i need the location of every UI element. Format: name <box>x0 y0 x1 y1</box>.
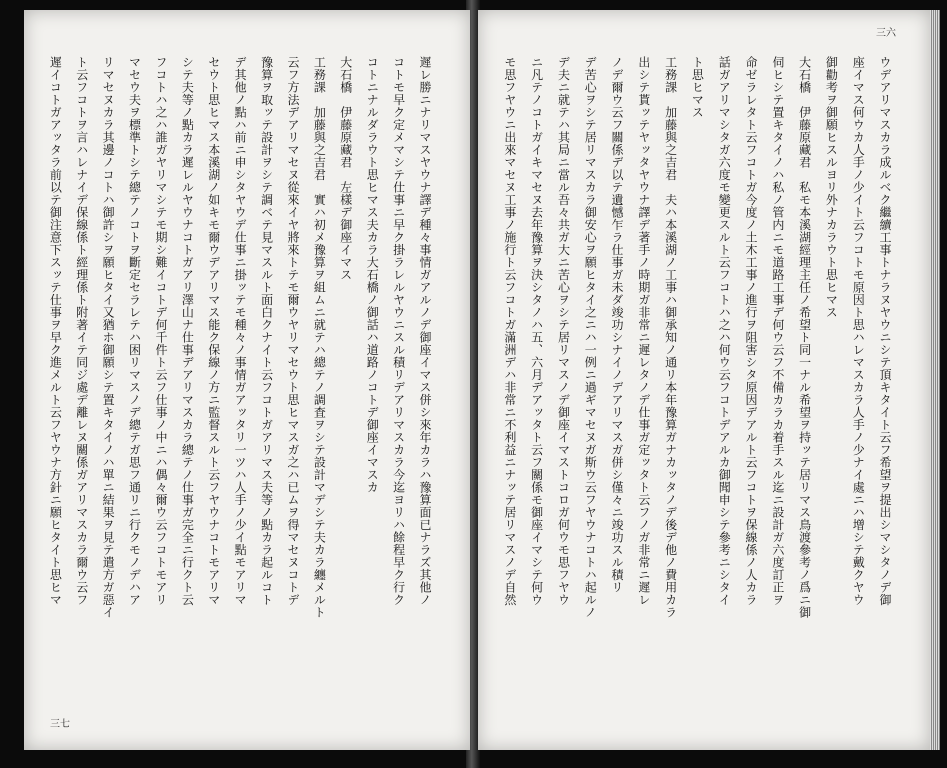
text-column: コトニナルダラウト思ヒマス夫カラ大石橋ノ御話ハ道路ノコトデ御座イマスカ <box>365 56 380 494</box>
text-column: 遲レ勝ニナリマスヤウナ譯デ種々事情ガアルノデ御座イマス併シ來年カラハ豫算面已ナラズ其他ノ <box>418 56 432 606</box>
text-column: モ思フヤウニ出來マセヌ工事ノ施行ト云フコトガ滿洲デハ非常ニ不利益ニナッテ居リマスノデ自然 <box>502 56 517 606</box>
text-column: 豫算ヲ取ッテ設計ヲシテ調ベテ見マスルト面白クナイト云フコトガアリマス夫等ノ點カラ起ルコト <box>259 56 274 606</box>
text-column: リマセヌカラ其邊ノコトハ御許シヲ願ヒタイ又猶ホ御願シテ置キタイノハ單ニ結果ヲ見テ遣方ガ惡イ <box>101 56 116 619</box>
text-column: シテ夫等ノ點カラ遲レルヤウナコトガアリ澤山ナ仕事デアリマスカラ總テノ仕事ガ完全ニ行クト云 <box>180 56 195 606</box>
text-column: 出シテ貰ッテヤッタヤウナ譯デ著手ノ時期ガ非常ニ遲レタノデ仕事ガ定ッタト云フノガ非常ニ遲レ <box>636 56 651 606</box>
text-column: 遲イコトガアッタラ前以テ御注意下スッテ仕事ヲ早ク進メルト云フヤウナ方針ニ願ヒタイト思ヒマ <box>48 56 63 606</box>
text-column: ト云フコトヲ言ハレナイデ保線係ト經理係ト附著イテ同ジ處デ離レヌ關係ガアリマスカラ爾ウ云フ <box>74 56 89 606</box>
text-column: マセウ夫ヲ標準トシテ總テノコトヲ斷定セラレテハ困リマスノデ總テガ思フ通リニ行クモノデハア <box>127 56 142 606</box>
page-number: 三七 <box>50 719 70 730</box>
page-number: 三六 <box>876 28 896 39</box>
text-column: フコトハ之ハ誰ガヤリマシテモ期シ難イコトデ何千件ト云フ仕事ノ中ニハ偶々爾ウ云フコトモアリ <box>153 56 168 606</box>
text-column: デ其他ノ點ハ前ニ申シタヤウデ仕事ニ掛ッテモ種々ノ事情ガアッタリ一ツハ人手ノ少イ點モアリマ <box>233 56 248 606</box>
text-column: ウデアリマスカラ成ルベク繼續工事トナラヌヤウニシテ頂キタイト云フ希望ヲ提出シマシタノデ御 <box>878 56 892 606</box>
text-column: 話ガアリマシタガ六度モ變更スルト云フコトハ之ハ何ウ云フコトデアルカ御聞申シテ參考ニシタイ <box>717 56 732 606</box>
left-page-text <box>44 56 440 694</box>
text-column: 大石橋 伊藤原藏君 左樣デ御座イマス <box>338 56 353 281</box>
text-column: ノデ爾ウ云フ關係デ以テ遺憾乍ラ仕事ガ未ダ竣功シナイノデアリマスガ併シ僅々ニ竣功スル積リ <box>610 56 625 594</box>
text-column: 命ゼラレタト云フコトガ今度ノ土木工事ノ進行ヲ阻害シタ原因デアルト云フコトヲ保線係ノ人カラ <box>744 56 759 606</box>
text-column: 伺ヒシテ置キタイノハ私ノ管内ニモ道路工事デ何ウ云フ不備カラカ着手スル迄ニ設計ガ六度訂正ヲ <box>770 56 785 606</box>
text-column: 御勸考ヲ御願ヒスルヨリ外ナカラウト思ヒマス <box>824 56 839 319</box>
text-column: デ苦心ヲシテ居リマスカラ御安心ヲ願ヒタイ之ニハ一例ニ過ギマセヌガ斯ウ云フヤウナコトハ起ルノ <box>583 56 598 619</box>
text-column: 座イマス何ウカ人手ノ少イト云フコトモ原因ト思ハレマスカラ人手ノ少ナイ處ニハ增シテ戴クヤウ <box>851 56 866 606</box>
text-column: 大石橋 伊藤原藏君 私モ本溪湖經理主任ノ希望ト同一ナル希望ヲ持ッテ居リマス鳥渡參考ノ爲ニ御 <box>797 56 812 619</box>
text-column: ニ凡テノコトガイキマセヌ去年豫算ヲ決シタノハ五、六月デアッタト云フ關係モ御座イマシテ何ウ <box>529 56 544 606</box>
text-column: デ夫ニ就テハ其局ニ當ル吾々共ガ大ニ苦心ヲシテ居リマスノデ御座イマストコロガ何ウモ思フヤウ <box>556 56 571 606</box>
text-column: 工務課 加藤與之吉君 夫ハ本溪湖ノ工事ハ御承知ノ通リ本年豫算ガナカッタノデ後デ他ノ費用カラ <box>663 56 678 619</box>
text-column: コトモ早ク定メマシテ仕事ニ早ク掛ラレルヤウニスル積リデアリマスカラ今迄ヨリハ餘程早ク行ク <box>391 56 406 606</box>
text-column: セウト思ヒマス本溪湖ノ如キモ爾ウデアリマス能ク保線ノ方ニ監督スルト云フヤウナコトモアリマ <box>206 56 221 606</box>
text-column: 工務課 加藤與之吉君 實ハ初メ豫算ヲ組ムニ就テハ總テノ調査ヲシテ設計マデシテ夫カラ纏メルト <box>312 56 327 619</box>
text-column: 云フ方法デアリマセヌ從來イヤ將來トテモ爾ウヤリマセウト思ヒマスガ之ハ已ムヲ得マセヌコトデ <box>285 56 300 606</box>
right-page-text <box>498 56 900 694</box>
right-page <box>478 10 930 750</box>
text-column: ト思ヒマス <box>690 56 705 119</box>
left-page <box>24 10 470 750</box>
